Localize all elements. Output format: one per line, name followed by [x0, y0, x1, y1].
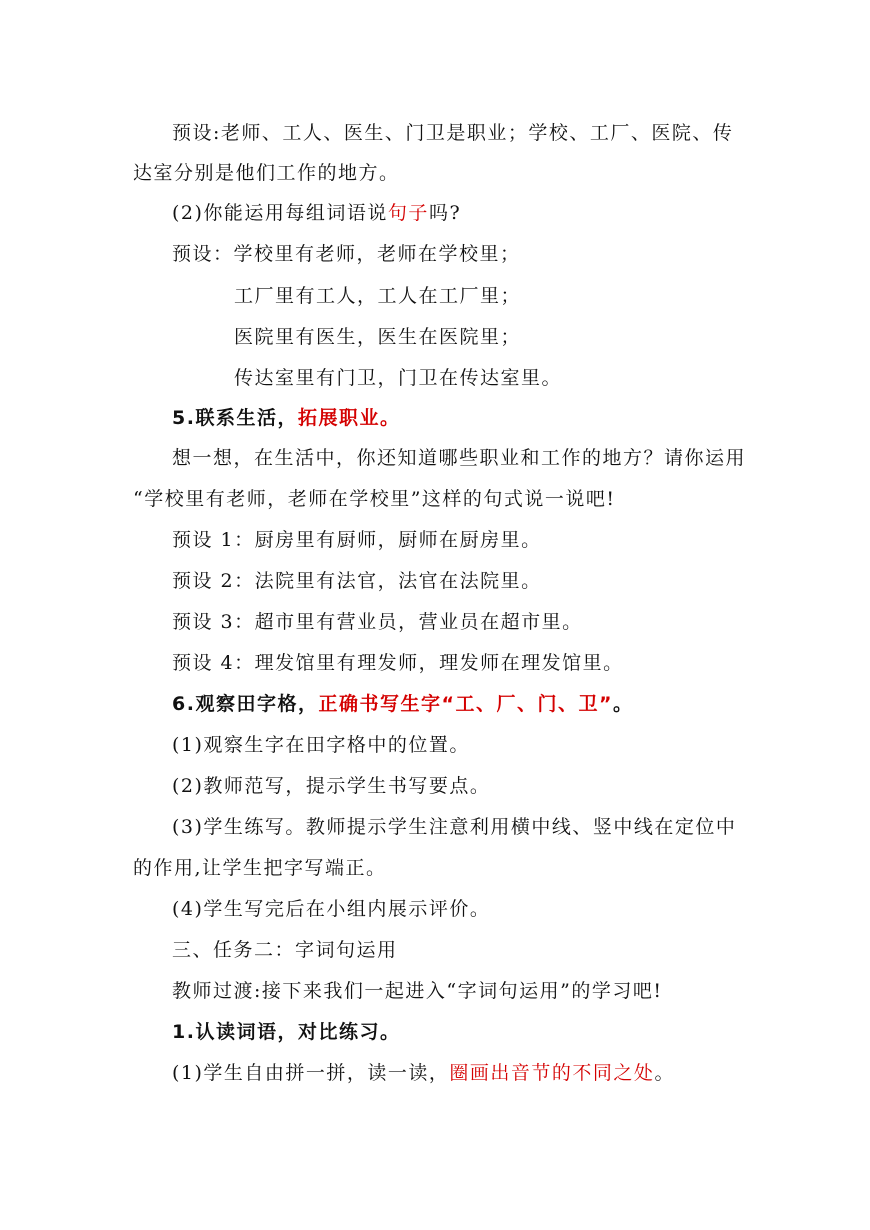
- preset-line: 预设：学校里有老师，老师在学校里；: [172, 243, 521, 265]
- section-heading: 1.认读词语，对比练习。: [172, 1021, 401, 1043]
- step-line: (4)学生写完后在小组内展示评价。: [172, 898, 491, 920]
- paragraph-line: 教师过渡:接下来我们一起进入“字词句运用”的学习吧!: [172, 980, 663, 1002]
- section-heading: [172, 406, 400, 430]
- step-line: (1)观察生字在田字格中的位置。: [172, 734, 470, 756]
- paragraph-line: 达室分别是他们工作的地方。: [133, 162, 400, 184]
- paragraph-line: 想一想，在生活中，你还知道哪些职业和工作的地方？请你运用: [172, 447, 747, 469]
- step-line: 的作用,让学生把字写端正。: [133, 857, 387, 879]
- heading-highlight: 正确书写生字“工、厂、门、卫”: [318, 693, 613, 715]
- heading-highlight: 拓展职业。: [297, 407, 401, 429]
- highlight-text: 句子: [387, 202, 429, 224]
- preset-line: 预设 3：超市里有营业员，营业员在超市里。: [172, 611, 583, 633]
- question-line: [172, 201, 461, 225]
- heading-text-end: 。: [612, 693, 634, 715]
- question-text: (2)你能运用每组词语说: [172, 202, 388, 224]
- question-text-end: 吗?: [428, 202, 462, 224]
- highlight-text: 圈画出音节的不同之处: [449, 1062, 655, 1084]
- heading-text: 6.观察田字格，: [172, 693, 319, 715]
- step-line: (2)教师范写，提示学生书写要点。: [172, 775, 491, 797]
- preset-line: 预设 2：法院里有法官，法官在法院里。: [172, 570, 542, 592]
- step-text-end: 。: [654, 1062, 675, 1084]
- task-heading: 三、任务二：字词句运用: [172, 939, 398, 961]
- preset-line: 医院里有医生，医生在医院里；: [234, 326, 522, 348]
- step-text: (1)学生自由拼一拼，读一读，: [172, 1062, 450, 1084]
- section-heading: [172, 692, 633, 716]
- preset-line: 工厂里有工人，工人在工厂里；: [234, 285, 522, 307]
- step-line: [172, 1061, 675, 1085]
- paragraph-line: “学校里有老师，老师在学校里”这样的句式说一说吧!: [133, 488, 616, 510]
- preset-line: 预设 1：厨房里有厨师，厨师在厨房里。: [172, 529, 542, 551]
- paragraph-line: 预设:老师、工人、医生、门卫是职业；学校、工厂、医院、传: [172, 122, 734, 144]
- preset-line: 预设 4：理发馆里有理发师，理发师在理发馆里。: [172, 652, 624, 674]
- preset-line: 传达室里有门卫，门卫在传达室里。: [234, 367, 563, 389]
- heading-text: 5.联系生活，: [172, 407, 298, 429]
- step-line: (3)学生练写。教师提示学生注意利用横中线、竖中线在定位中: [172, 816, 737, 838]
